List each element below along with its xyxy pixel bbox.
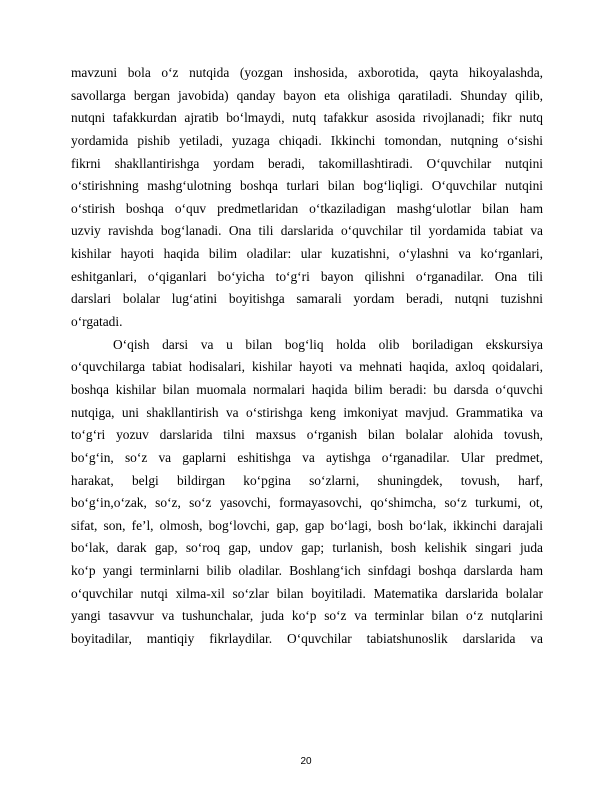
text-line: O‘qish darsi va u bilan bog‘liq holda olib boriladigan ekskursiya [113,336,543,352]
text-line: mavzuni bola o‘z nutqida (yozgan inshosida, axborotida, qayta hikoyalashda, [71,65,543,80]
text-line: harakat, belgi bildirgan ko‘pgina so‘zlarni, shuningdek, tovush, harf, [71,472,543,488]
text-line: o‘stirish boshqa o‘quv predmetlaridan o‘tkaziladigan mashg‘ulotlar bilan ham [71,200,543,216]
text-line: to‘g‘ri yozuv darslarida tilni maxsus o‘rganish bilan bolalar alohida tovush, [71,427,543,443]
page-number: 20 [300,756,312,767]
text-line: boshqa kishilar bilan muomala normalari haqida bilim beradi: bu darsda o‘quvchi [71,381,543,397]
text-line: nutqiga, uni shakllantirish va o‘stirishga keng imkoniyat mavjud. Grammatika va [71,404,543,420]
paragraph-2 [71,334,543,651]
text-line: o‘quvchilar nutqi xilma-xil so‘zlar bilan boyitiladi. Matematika darslarida bolalar [71,585,543,601]
text-line: yordamida pishib yetiladi, yuzaga chiqadi. Ikkinchi tomondan, nutqning o‘sishi [71,132,543,148]
text-line: ko‘p yangi terminlarni bilib oladilar. Boshlang‘ich sinfdagi boshqa darslarda ham [71,563,543,579]
text-line: bo‘g‘in,o‘zak, so‘z, so‘z yasovchi, formayasovchi, qo‘shimcha, so‘z turkumi, ot, [71,495,543,511]
text-line: o‘stirishning mashg‘ulotning boshqa turlari bilan bog‘liqligi. O‘quvchilar nutqini [71,178,543,194]
text-line: o‘quvchilarga tabiat hodisalari, kishilar hayoti va mehnati haqida, axloq qoidalari, [71,359,543,375]
text-line: sifat, son, fe’l, olmosh, bog‘lovchi, gap, gap bo‘lagi, bosh bo‘lak, ikkinchi darajali [71,517,543,533]
paragraph-1 [71,62,543,334]
text-line: uzviy ravishda bog‘lanadi. Ona tili darslarida o‘quvchilar til yordamida tabiat va [71,223,543,239]
text-line: boyitadilar, mantiqiy fikrlaydilar. O‘quvchilar tabiatshunoslik darslarida va [71,631,543,647]
text-line: kishilar hayoti haqida bilim oladilar: ular kuzatishni, o‘ylashni va ko‘rganlari, [71,246,543,262]
text-line: fikrni shakllantirishga yordam beradi, takomillashtiradi. O‘quvchilar nutqini [71,155,543,171]
text-line: bo‘g‘in, so‘z va gaplarni eshitishga va aytishga o‘rganadilar. Ular predmet, [71,449,543,465]
text-line: darslari bolalar lug‘atini boyitishga samarali yordam beradi, nutqni tuzishni [71,291,543,307]
text-line: eshitganlari, o‘qiganlari bo‘yicha to‘g‘ri bayon qilishni o‘rganadilar. Ona tili [71,268,543,284]
text-line: savollarga bergan javobida) qanday bayon eta olishiga qaratiladi. Shunday qilib, [71,87,543,103]
text-line: nutqni tafakkurdan ajratib bo‘lmaydi, nutq tafakkur asosida rivojlanadi; fikr nutq [71,110,543,126]
text-line: yangi tasavvur va tushunchalar, juda ko‘p so‘z va terminlar bilan o‘z nutqlarini [71,608,543,624]
text-line: bo‘lak, darak gap, so‘roq gap, undov gap; turlanish, bosh kelishik singari juda [71,540,543,556]
text-line: o‘rgatadi. [71,314,123,330]
page-text [71,62,543,651]
